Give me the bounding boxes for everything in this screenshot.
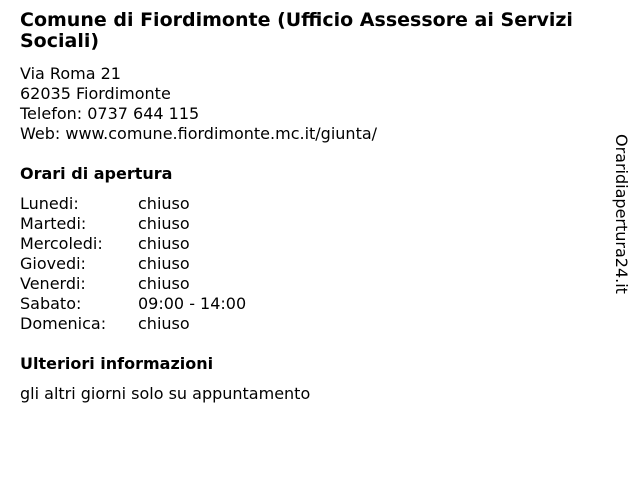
day-label: Domenica: <box>20 314 107 333</box>
day-label: Martedi: <box>20 214 87 233</box>
address-block <box>20 64 377 144</box>
hours-row-lunedi <box>20 194 246 214</box>
day-hours: chiuso <box>138 254 190 273</box>
phone-number: Telefon: 0737 644 115 <box>20 104 200 123</box>
day-label: Sabato: <box>20 294 82 313</box>
street-address: Via Roma 21 <box>20 64 121 83</box>
hours-row-sabato <box>20 294 246 314</box>
further-info-heading: Ulteriori informazioni <box>20 354 214 373</box>
opening-hours-heading: Orari di apertura <box>20 164 173 183</box>
day-hours: chiuso <box>138 234 190 253</box>
day-label: Mercoledi: <box>20 234 103 253</box>
day-label: Lunedi: <box>20 194 79 213</box>
day-hours: chiuso <box>138 194 190 213</box>
hours-row-domenica <box>20 314 246 334</box>
hours-row-giovedi <box>20 254 246 274</box>
day-hours: chiuso <box>138 274 190 293</box>
page-title: Comune di Fiordimonte (Ufficio Assessore ai Servizi Sociali) <box>20 9 573 52</box>
day-hours: chiuso <box>138 214 190 233</box>
day-label: Giovedi: <box>20 254 86 273</box>
city: 62035 Fiordimonte <box>20 84 171 103</box>
further-info-text: gli altri giorni solo su appuntamento <box>20 384 311 403</box>
day-hours: chiuso <box>138 314 190 333</box>
opening-hours-table <box>20 194 246 334</box>
hours-row-martedi <box>20 214 246 234</box>
hours-row-venerdi <box>20 274 246 294</box>
day-hours: 09:00 - 14:00 <box>138 294 247 313</box>
hours-row-mercoledi <box>20 234 246 254</box>
website: Web: www.comune.fiordimonte.mc.it/giunta/ <box>20 124 378 143</box>
day-label: Venerdi: <box>20 274 86 293</box>
site-watermark: Oraridiapertura24.it <box>612 134 631 294</box>
